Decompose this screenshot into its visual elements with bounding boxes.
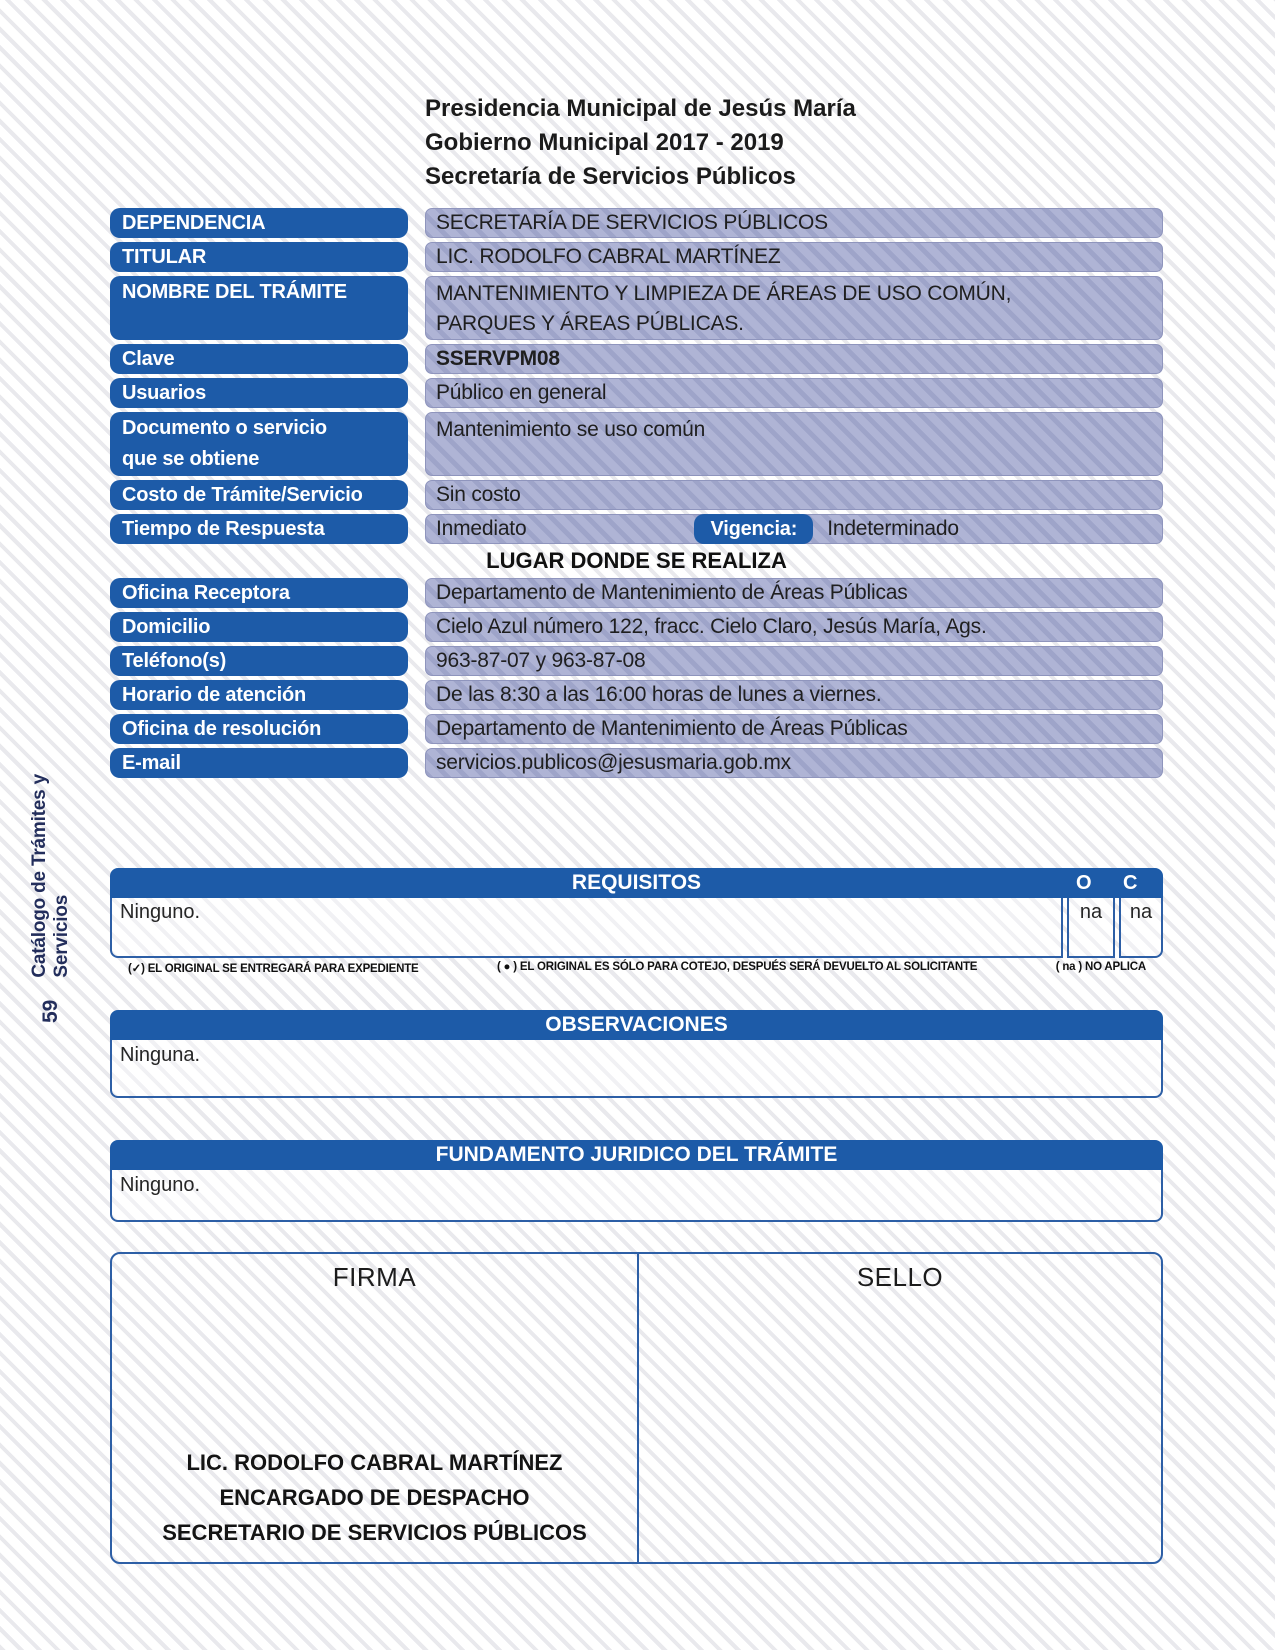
requisitos-section: [110, 868, 1163, 958]
row-usuarios: [110, 378, 1163, 408]
fundamento-title: FUNDAMENTO JURIDICO DEL TRÁMITE: [435, 1143, 838, 1166]
row-nombre-tramite: [110, 276, 1163, 340]
vigencia-chip: Vigencia:: [694, 514, 813, 544]
row-titular: [110, 242, 1163, 272]
field-label-dependencia: DEPENDENCIA: [110, 208, 408, 238]
field-value-documento-servicio: Mantenimiento se uso común: [425, 412, 1163, 476]
field-value-costo: Sin costo: [425, 480, 1163, 510]
header-line-1: Presidencia Municipal de Jesús María: [425, 95, 856, 122]
observaciones-content: Ninguna.: [110, 1040, 1163, 1098]
field-value-oficina-receptora: Departamento de Mantenimiento de Áreas Públicas: [425, 578, 1163, 608]
requisitos-o-cell: na: [1067, 898, 1115, 958]
field-label-usuarios: Usuarios: [110, 378, 408, 408]
firma-sello-section: [110, 1252, 1163, 1564]
row-domicilio: [110, 612, 1163, 642]
observaciones-title: OBSERVACIONES: [545, 1013, 728, 1036]
field-value-domicilio: Cielo Azul número 122, fracc. Cielo Claro, Jesús María, Ags.: [425, 612, 1163, 642]
page-number: 59: [39, 999, 62, 1023]
field-label-titular: TITULAR: [110, 242, 408, 272]
document-header: [425, 92, 856, 194]
field-label-tiempo-respuesta: Tiempo de Respuesta: [110, 514, 408, 544]
field-value-horario: De las 8:30 a las 16:00 horas de lunes a viernes.: [425, 680, 1163, 710]
observaciones-section: [110, 1010, 1163, 1098]
observaciones-header: [110, 1010, 1163, 1040]
row-horario: [110, 680, 1163, 710]
catalog-title: Catálogo de Trámites y Servicios: [29, 774, 72, 978]
requisitos-content: Ninguno.: [110, 898, 1063, 958]
field-value-dependencia: SECRETARÍA DE SERVICIOS PÚBLICOS: [425, 208, 1163, 238]
header-line-3: Secretaría de Servicios Públicos: [425, 163, 796, 190]
row-tiempo-respuesta: [110, 514, 1163, 544]
row-costo: [110, 480, 1163, 510]
field-label-horario: Horario de atención: [110, 680, 408, 710]
signatory-block: [162, 1445, 587, 1562]
row-email: [110, 748, 1163, 778]
field-value-usuarios: Público en general: [425, 378, 1163, 408]
field-value-email: servicios.publicos@jesusmaria.gob.mx: [425, 748, 1163, 778]
fundamento-content: Ninguno.: [110, 1170, 1163, 1222]
row-clave: [110, 344, 1163, 374]
field-label-clave: Clave: [110, 344, 408, 374]
fundamento-header: [110, 1140, 1163, 1170]
field-value-tiempo-respuesta: [425, 514, 1163, 544]
legend-footnotes: [128, 961, 1146, 975]
tiempo-value: Inmediato: [436, 517, 527, 540]
vigencia-value: Indeterminado: [827, 517, 959, 540]
sello-cell: [639, 1254, 1161, 1562]
field-label-oficina-resolucion: Oficina de resolución: [110, 714, 408, 744]
row-oficina-receptora: [110, 578, 1163, 608]
lugar-heading: LUGAR DONDE SE REALIZA: [486, 548, 787, 573]
footnote-original-cotejo: ( ● ) EL ORIGINAL ES SÓLO PARA COTEJO, DESPUÉS SERÁ DEVUELTO AL SOLICITANTE: [496, 961, 978, 973]
field-label-oficina-receptora: Oficina Receptora: [110, 578, 408, 608]
field-label-email: E-mail: [110, 748, 408, 778]
firma-label: FIRMA: [332, 1262, 417, 1292]
field-label-costo: Costo de Trámite/Servicio: [110, 480, 408, 510]
field-value-telefono: 963-87-07 y 963-87-08: [425, 646, 1163, 676]
signatory-role-1: ENCARGADO DE DESPACHO: [219, 1485, 530, 1510]
sidebar-vertical-text: [29, 693, 72, 1023]
requisitos-title: REQUISITOS: [571, 871, 702, 894]
requisitos-c-cell: na: [1119, 898, 1163, 958]
row-documento-servicio: [110, 412, 1163, 476]
field-label-domicilio: Domicilio: [110, 612, 408, 642]
column-header-c: C: [1123, 871, 1138, 894]
signatory-role-2: SECRETARIO DE SERVICIOS PÚBLICOS: [162, 1520, 587, 1545]
field-value-oficina-resolucion: Departamento de Mantenimiento de Áreas Públicas: [425, 714, 1163, 744]
field-value-clave: SSERVPM08: [425, 344, 1163, 374]
signatory-name: LIC. RODOLFO CABRAL MARTÍNEZ: [186, 1450, 563, 1475]
field-value-nombre-tramite: MANTENIMIENTO Y LIMPIEZA DE ÁREAS DE USO COMÚN, PARQUES Y ÁREAS PÚBLICAS.: [425, 276, 1163, 340]
requisitos-body: [110, 898, 1163, 958]
field-label-telefono: Teléfono(s): [110, 646, 408, 676]
row-telefono: [110, 646, 1163, 676]
row-oficina-resolucion: [110, 714, 1163, 744]
sello-label: SELLO: [856, 1262, 944, 1292]
fundamento-section: [110, 1140, 1163, 1222]
firma-cell: [112, 1254, 639, 1562]
requisitos-header: [110, 868, 1163, 898]
header-line-2: Gobierno Municipal 2017 - 2019: [425, 129, 784, 156]
field-value-titular: LIC. RODOLFO CABRAL MARTÍNEZ: [425, 242, 1163, 272]
column-header-o: O: [1076, 871, 1092, 894]
footnote-no-aplica: ( na ) NO APLICA: [1055, 961, 1146, 973]
field-label-documento-servicio: Documento o servicio que se obtiene: [110, 412, 408, 476]
row-dependencia: [110, 208, 1163, 238]
footnote-original-expediente: (✓) EL ORIGINAL SE ENTREGARÁ PARA EXPEDIENTE: [128, 963, 419, 975]
field-label-nombre-tramite: NOMBRE DEL TRÁMITE: [110, 276, 408, 340]
